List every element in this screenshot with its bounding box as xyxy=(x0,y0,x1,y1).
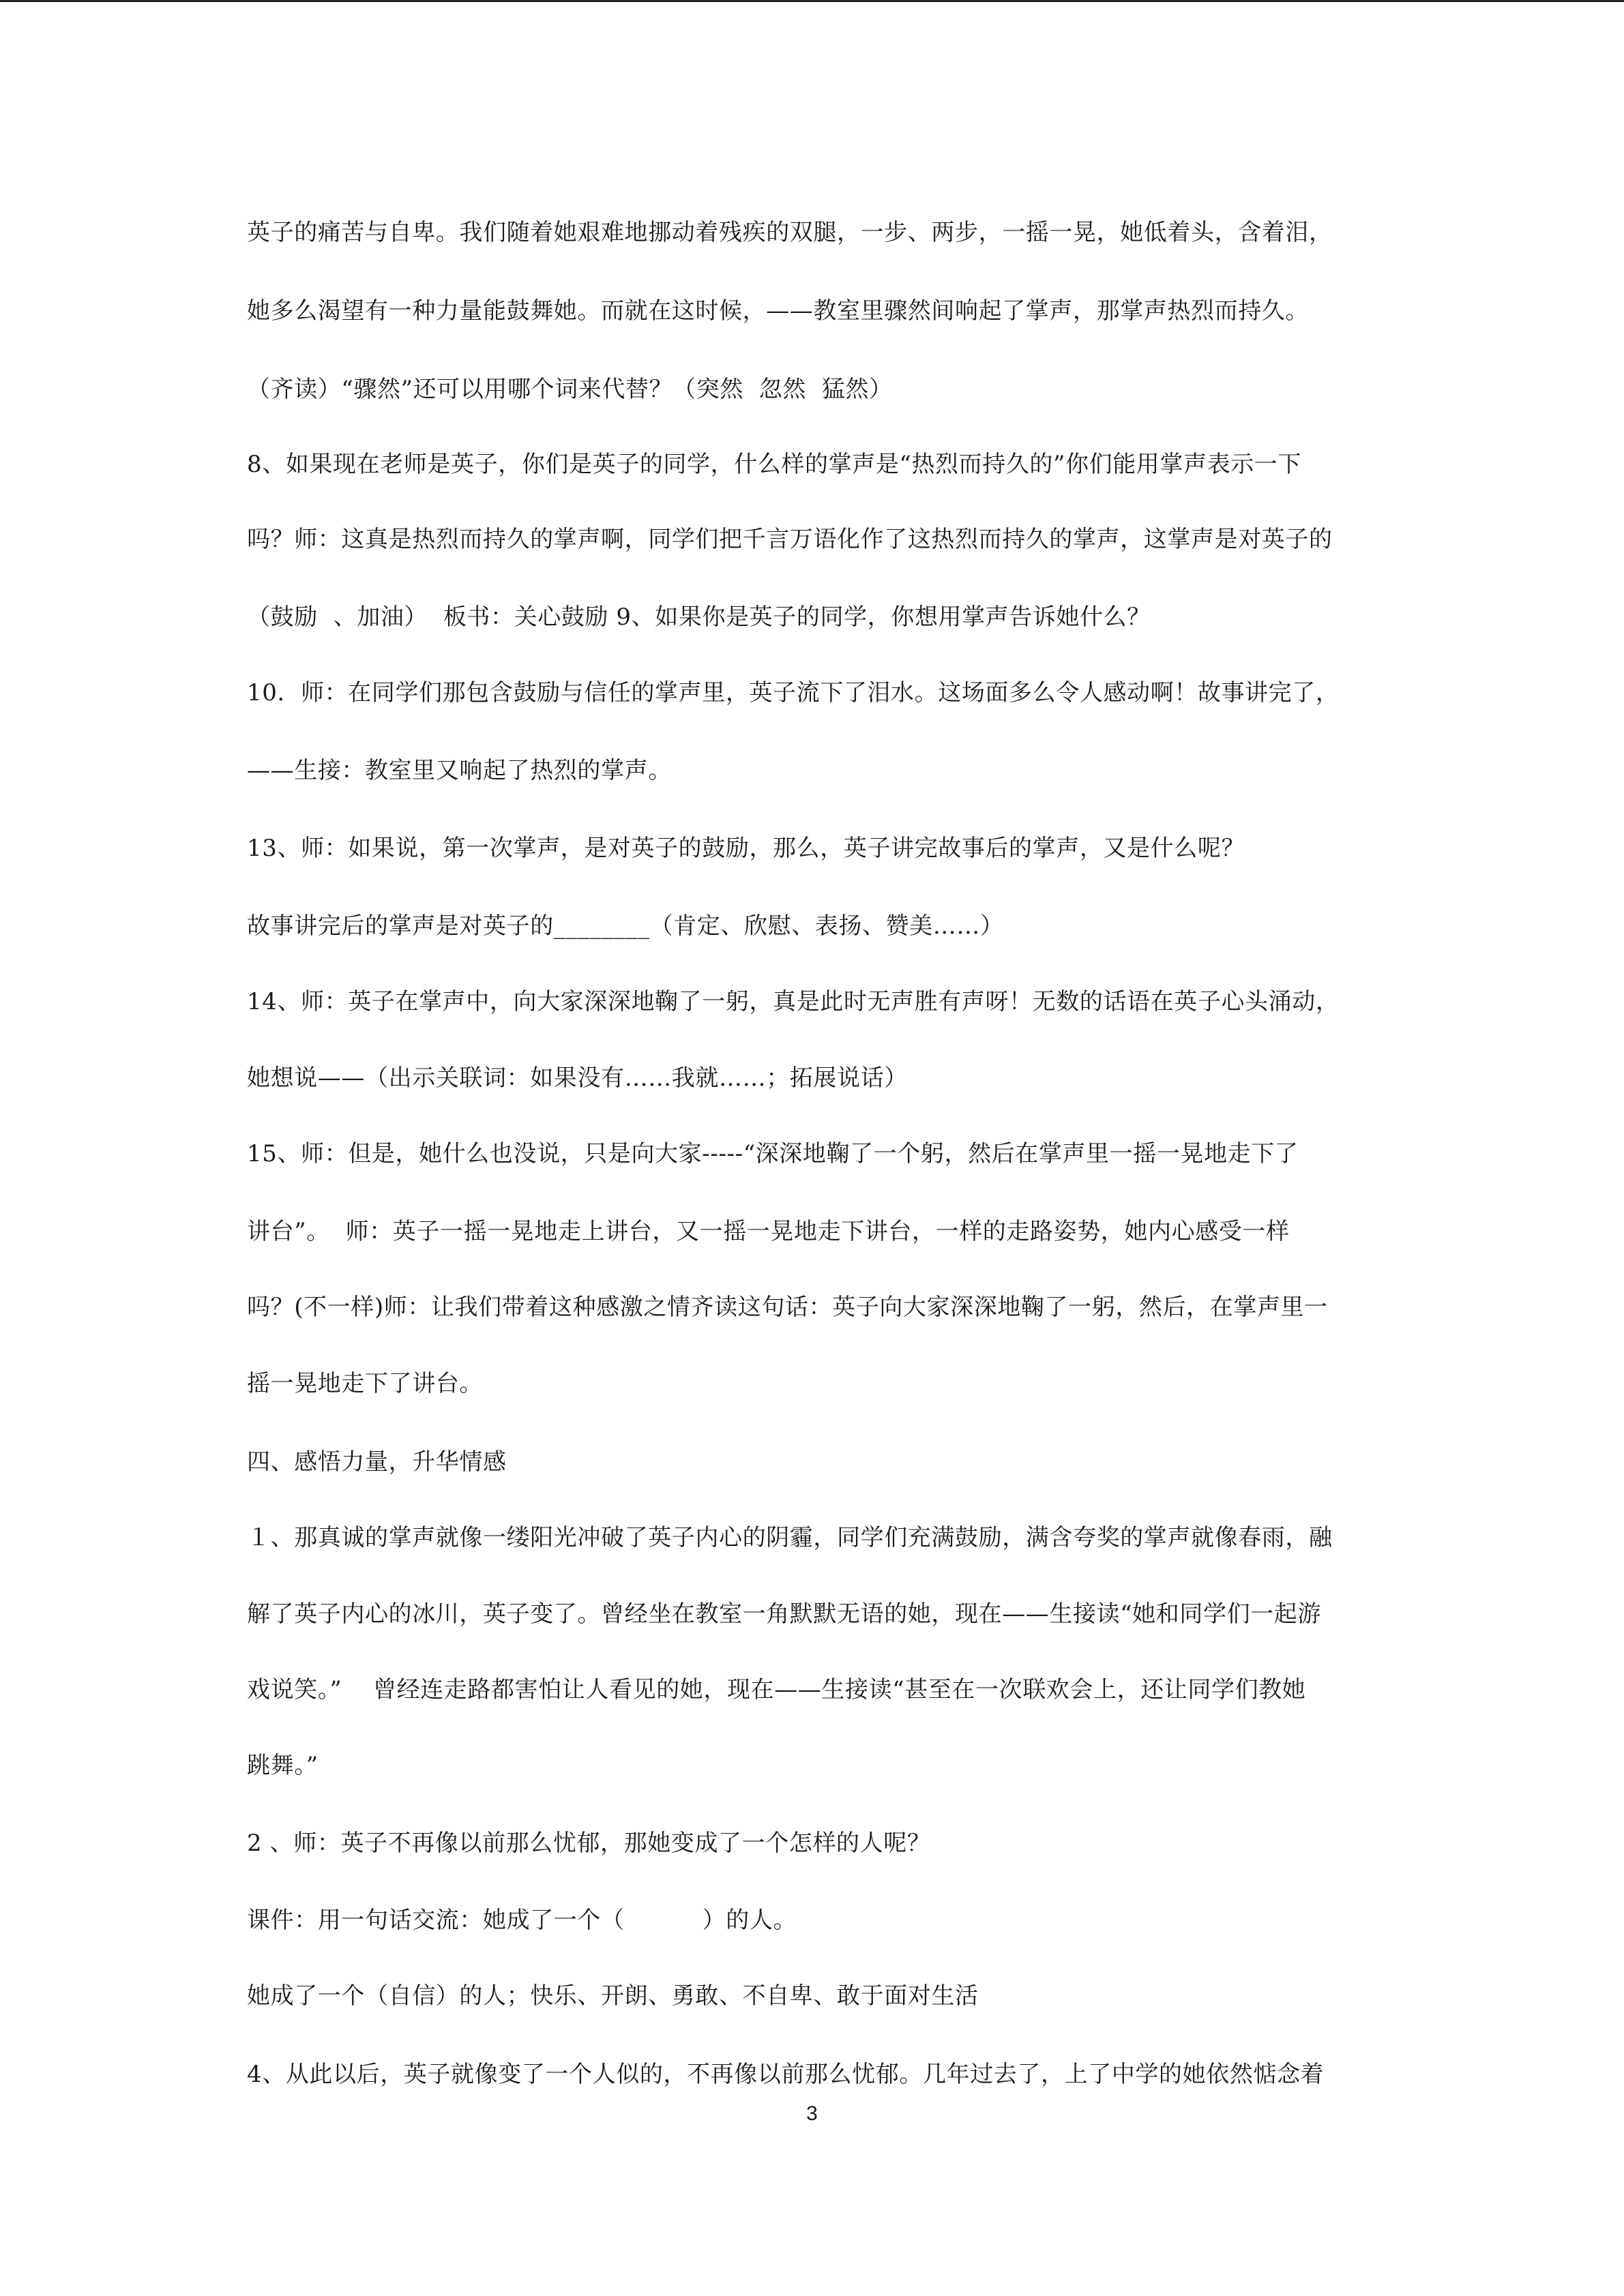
text-line: 13、师：如果说，第一次掌声，是对英子的鼓励，那么，英子讲完故事后的掌声，又是什么呢？ xyxy=(247,835,1245,862)
text-line: （鼓励 、加油） 板书：关心鼓励 9、如果你是英子的同学，你想用掌声告诉她什么？ xyxy=(247,603,1151,631)
text-line: 英子的痛苦与自卑。我们随着她艰难地挪动着残疾的双腿，一步、两步，一摇一晃，她低着头，含着泪， xyxy=(247,219,1333,246)
text-line: 戏说笑。” 曾经连走路都害怕让人看见的她，现在——生接读“甚至在一次联欢会上，还让同学们教她 xyxy=(247,1676,1306,1703)
text-line: 8、如果现在老师是英子，你们是英子的同学，什么样的掌声是“热烈而持久的”你们能用掌声表示一下 xyxy=(247,451,1301,478)
text-line: 4、从此以后，英子就像变了一个人似的，不再像以前那么忧郁。几年过去了，上了中学的她依然惦念着 xyxy=(247,2061,1325,2088)
text-line: 故事讲完后的掌声是对英子的________（肯定、欣慰、表扬、赞美……） xyxy=(247,912,1004,940)
text-line: 14、师：英子在掌声中，向大家深深地鞠了一躬，真是此时无声胜有声呀！无数的话语在英子心头涌动， xyxy=(247,988,1340,1015)
text-line: 她多么渴望有一种力量能鼓舞她。而就在这时候，——教室里骤然间响起了掌声，那掌声热烈而持久。 xyxy=(247,297,1309,325)
text-line: 2 、师：英子不再像以前那么忧郁，那她变成了一个怎样的人呢？ xyxy=(247,1830,931,1857)
section-heading: 四、感悟力量，升华情感 xyxy=(247,1448,507,1476)
text-line: 她想说——（出示关联词：如果没有……我就……；拓展说话） xyxy=(247,1064,908,1092)
text-line: 课件：用一句话交流：她成了一个（ ）的人。 xyxy=(247,1907,797,1934)
text-line: 10．师：在同学们那包含鼓励与信任的掌声里，英子流下了泪水。这场面多么令人感动啊！故事讲完了， xyxy=(247,679,1340,706)
text-line: 讲台”。 师：英子一摇一晃地走上讲台，又一摇一晃地走下讲台，一样的走路姿势，她内心感受一样 xyxy=(247,1218,1290,1245)
text-line: ——生接：教室里又响起了热烈的掌声。 xyxy=(247,757,672,784)
text-line: 她成了一个（自信）的人；快乐、开朗、勇敢、不自卑、敢于面对生活 xyxy=(247,1982,979,2010)
text-line: 15、师：但是，她什么也没说，只是向大家-----“深深地鞠了一个躬，然后在掌声里一摇一晃地走下了 xyxy=(247,1140,1299,1167)
text-line: 解了英子内心的冰川，英子变了。曾经坐在教室一角默默无语的她，现在——生接读“她和同学们一起游 xyxy=(247,1600,1321,1628)
text-line: 吗？师：这真是热烈而持久的掌声啊，同学们把千言万语化作了这热烈而持久的掌声，这掌声是对英子的 xyxy=(247,526,1333,553)
text-line: （齐读）“骤然”还可以用哪个词来代替？（突然 忽然 猛然） xyxy=(247,376,893,403)
page-number: 3 xyxy=(806,2102,818,2125)
text-line: 吗？(不一样)师：让我们带着这种感激之情齐读这句话：英子向大家深深地鞠了一躬，然后，在掌声里一 xyxy=(247,1294,1328,1321)
text-line: 摇一晃地走下了讲台。 xyxy=(247,1370,483,1397)
text-line: 跳舞。” xyxy=(247,1752,319,1779)
text-line: １、那真诚的掌声就像一缕阳光冲破了英子内心的阴霾，同学们充满鼓励，满含夸奖的掌声就像春雨，融 xyxy=(247,1524,1333,1551)
